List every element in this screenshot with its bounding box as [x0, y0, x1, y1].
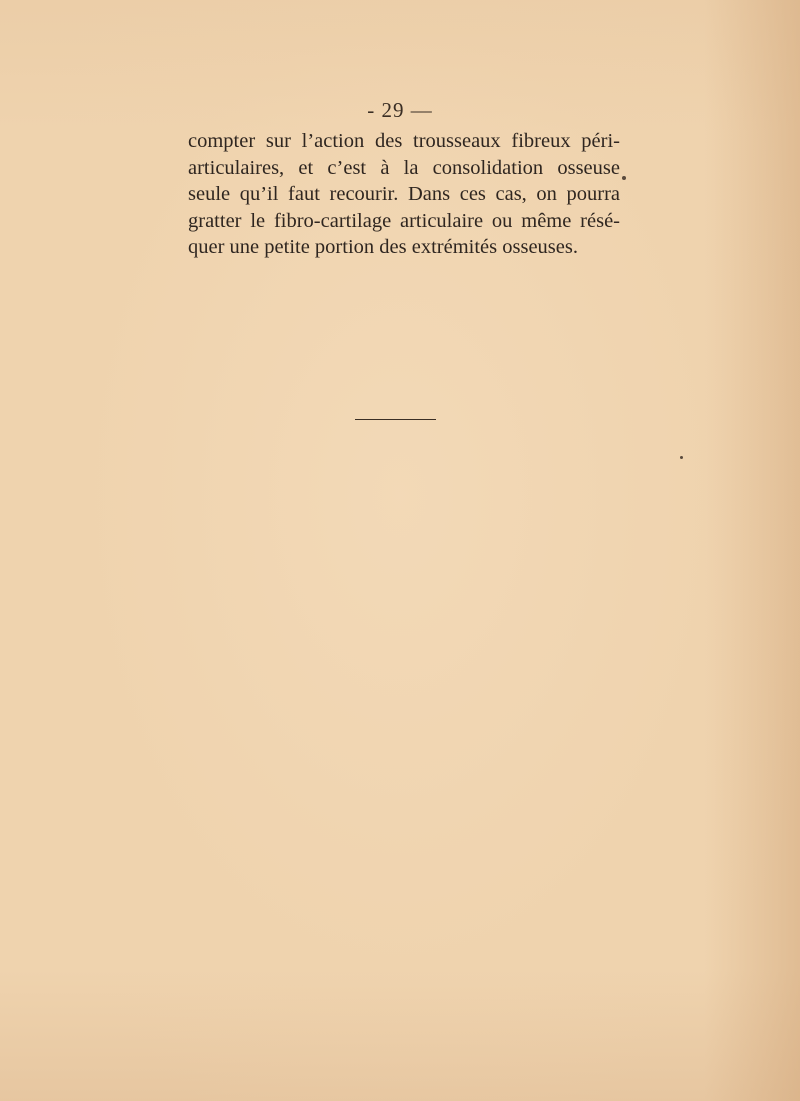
text-line: articulaires, et c’est à la consolidation osseuse — [188, 156, 620, 179]
ink-speck — [622, 176, 626, 180]
text-line: compter sur l’action des trousseaux fibreux péri- — [188, 130, 620, 152]
text-line: quer une petite portion des extrémités osseuses. — [188, 236, 578, 259]
body-paragraph — [188, 128, 620, 261]
text-line: gratter le fibro-cartilage articulaire ou même résé- — [188, 209, 620, 232]
page-number: - 29 — — [367, 98, 433, 122]
text-line: seule qu’il faut recourir. Dans ces cas, on pourra — [188, 183, 620, 206]
ink-speck — [680, 456, 683, 459]
section-divider — [355, 419, 436, 420]
